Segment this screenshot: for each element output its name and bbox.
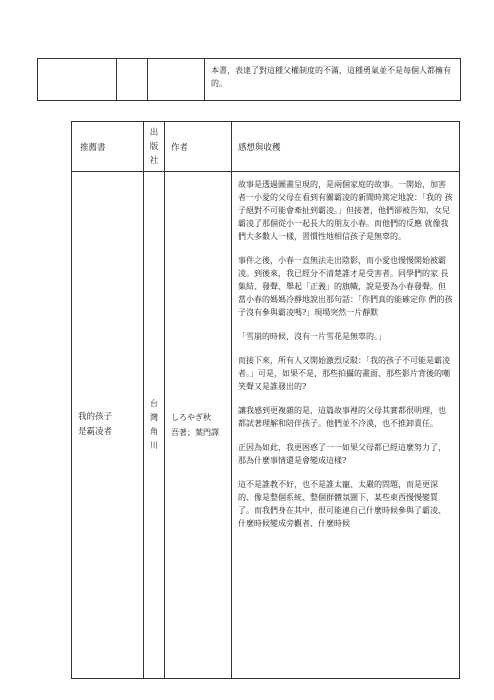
reflection-paragraph: 這不是誰教不好，也不是誰太寵、太嚴的問題，而是更深的、像是整個系統、整個群體氛圍下，某些東西慢慢變質 了。而我們身在其中，很可能連自己什麼時候參與了霸凌、什麼時候變成旁觀者、什麼時候 xyxy=(238,480,446,528)
empty-cell xyxy=(117,59,148,101)
reflection-cell xyxy=(232,172,460,679)
table-row xyxy=(72,172,460,679)
header-row xyxy=(72,122,460,172)
reflection-continued-text: 本書，表達了對這種父權制度的不滿，這種勇氣並不是每個人都擁有的。 xyxy=(205,59,461,101)
reflection-quote: 「雪崩的時候，沒有一片雪花是無辜的。」 xyxy=(238,332,386,341)
previous-entry-table xyxy=(37,58,461,101)
publisher-cell: 台 灣 角 川 xyxy=(144,172,165,679)
book-title-cell: 我的孩子 是霸凌者 xyxy=(72,172,144,679)
reflection-paragraph: 正因為如此，我更困惑了一一如果父母都已經這麼努力了，那為什麼事情還是會變成這樣? xyxy=(238,443,446,465)
book-recommendation-table xyxy=(71,121,460,679)
empty-cell xyxy=(148,59,205,101)
reflection-paragraph: 讓我感到更複雜的是，這篇故事裡的父母其實都很明理，也都試著理解和陪伴孩子。他們並不冷漠，也不推卸責任。 xyxy=(238,406,446,428)
header-book: 推薦書 xyxy=(72,122,144,172)
reflection-paragraph: 事件之後，小春一直無法走出陰影，而小愛也慢慢開始被霸凌。到後來，我已經分不清楚誰才是受害者。同學們的家 長集結、發聲、舉起「正義」的旗幟，說是要為小春發聲。但當小春的媽媽冷靜地說出那句話：「你們真的能確定你 們的孩子沒有參與霸凌嗎?」現場突然一片靜默 xyxy=(238,256,453,317)
table-row xyxy=(38,59,461,101)
reflection-paragraph: 而接下來，所有人又開始激烈反駁：「我的孩子不可能是霸凌者。」可是，如果不是，那些拍攝的畫面、那些影片背後的嘲笑聲又是誰發出的? xyxy=(238,356,450,391)
header-publisher: 出 版 社 xyxy=(144,122,165,172)
header-reflection: 感想與收穫 xyxy=(232,122,460,172)
header-author: 作者 xyxy=(165,122,232,172)
empty-cell xyxy=(38,59,117,101)
author-cell: しろやぎ秋 吾著；葉門譯 xyxy=(165,172,232,679)
reflection-paragraph: 故事是透過圖畫呈現的，是兩個家庭的故事。一開始，加害者一小愛的父母在看到有關霸凌的新聞時篤定地說：「我的 孩子絕對不可能會牽扯到霸凌。」但接著，他們卻被告知，女兒霸凌了那個從小一起長大的朋友小春。而他們的反應 就像我們大多數人一樣，習慣性地相信孩子是無辜的。 xyxy=(238,180,453,241)
